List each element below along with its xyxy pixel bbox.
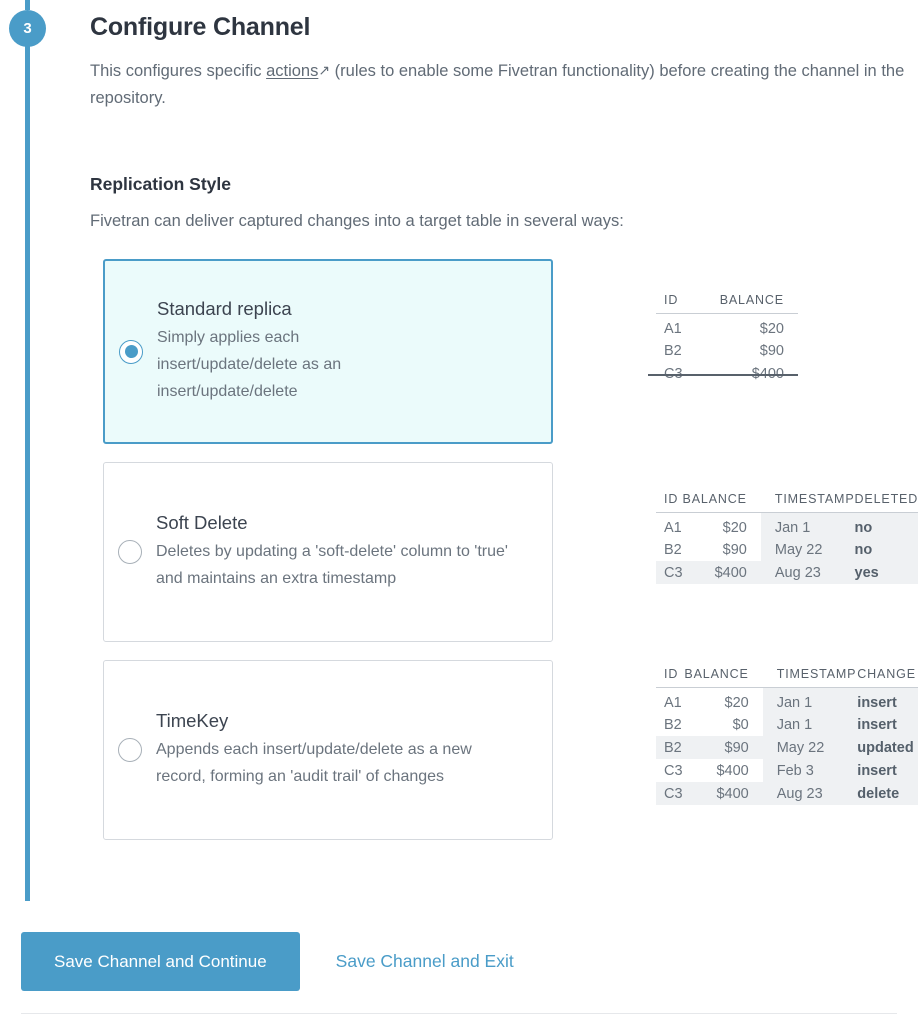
cell-balance: $20 xyxy=(722,520,747,536)
cell-balance: $90 xyxy=(684,736,762,759)
cell-change: delete xyxy=(857,782,918,805)
cell-id: C3 xyxy=(664,762,683,779)
cell-id: B2 xyxy=(664,716,682,733)
footer-actions xyxy=(21,932,514,991)
option-title-timekey: TimeKey xyxy=(156,710,229,731)
column-header-id: ID xyxy=(656,293,716,314)
cell-deleted: no xyxy=(855,538,918,561)
cell-id: A1 xyxy=(664,520,682,536)
cell-timestamp: Jan 1 xyxy=(763,713,858,736)
bottom-divider xyxy=(21,1013,897,1014)
table-row-highlighted xyxy=(656,736,918,759)
table-row xyxy=(656,513,918,539)
step-connector-line-top xyxy=(25,0,30,10)
intro-paragraph xyxy=(90,58,908,112)
cell-balance: $400 xyxy=(684,782,762,805)
table-row-highlighted xyxy=(656,561,918,584)
timekey-table xyxy=(656,667,918,805)
external-link-arrow-icon: ↗ xyxy=(318,62,331,78)
table-header-row xyxy=(656,492,918,513)
cell-timestamp: Jan 1 xyxy=(763,688,858,714)
cell-deleted: no xyxy=(855,513,918,539)
option-description-soft-delete: Deletes by updating a 'soft-delete' column to 'true' and maintains an extra timestamp xyxy=(156,543,508,587)
actions-link[interactable]: actions xyxy=(266,62,319,80)
cell-timestamp: Feb 3 xyxy=(763,759,858,782)
table-header-row xyxy=(656,293,798,314)
radio-standard-replica[interactable] xyxy=(119,340,143,364)
strikethrough-line xyxy=(648,374,798,377)
option-description-timekey: Appends each insert/update/delete as a new record, forming an 'audit trail' of changes xyxy=(156,741,472,785)
column-header-id: ID xyxy=(656,492,683,513)
column-header-change: CHANGE xyxy=(857,667,918,688)
cell-timestamp: Aug 23 xyxy=(763,782,858,805)
option-title-soft-delete: Soft Delete xyxy=(156,512,248,533)
cell-id: B2 xyxy=(656,736,684,759)
cell-balance: $20 xyxy=(724,695,749,711)
cell-id: C3 xyxy=(656,561,683,584)
option-card-standard-replica[interactable] xyxy=(103,259,553,444)
column-header-balance: BALANCE xyxy=(683,492,761,513)
step-number-badge: 3 xyxy=(9,10,46,47)
option-text-standard-replica xyxy=(157,298,537,405)
table-row xyxy=(656,314,798,340)
table-header-row xyxy=(656,667,918,688)
cell-id: B2 xyxy=(664,342,682,359)
table-row-highlighted xyxy=(656,782,918,805)
column-header-timestamp: TIMESTAMP xyxy=(763,667,858,688)
cell-change: insert xyxy=(857,759,918,782)
cell-timestamp: May 22 xyxy=(761,538,855,561)
step-rail xyxy=(0,0,90,1018)
cell-timestamp: Aug 23 xyxy=(761,561,855,584)
column-header-id: ID xyxy=(656,667,684,688)
table-row xyxy=(656,713,918,736)
save-channel-and-continue-button[interactable]: Save Channel and Continue xyxy=(21,932,300,991)
column-header-balance: BALANCE xyxy=(716,293,798,314)
step-connector-line xyxy=(25,46,30,901)
radio-timekey[interactable] xyxy=(118,738,142,762)
soft-delete-table xyxy=(656,492,918,584)
option-text-timekey xyxy=(156,710,538,790)
main-content xyxy=(90,0,918,802)
table-row xyxy=(656,538,918,561)
cell-balance: $400 xyxy=(683,561,761,584)
table-row xyxy=(656,688,918,714)
cell-timestamp: Jan 1 xyxy=(761,513,855,539)
cell-id: C3 xyxy=(656,782,684,805)
cell-change: updated xyxy=(857,736,918,759)
intro-text-after: (rules to enable some Fivetran functionality) before creating the channel in the repository. xyxy=(90,62,905,107)
cell-id: B2 xyxy=(664,541,682,558)
option-title-standard-replica: Standard replica xyxy=(157,298,292,319)
table-row xyxy=(656,759,918,782)
cell-timestamp: May 22 xyxy=(763,736,858,759)
column-header-deleted: DELETED xyxy=(855,492,918,513)
cell-balance: $20 xyxy=(759,321,784,337)
save-channel-and-exit-button[interactable]: Save Channel and Exit xyxy=(335,951,514,971)
cell-change: insert xyxy=(857,713,918,736)
column-header-balance: BALANCE xyxy=(684,667,762,688)
option-card-soft-delete[interactable] xyxy=(103,462,553,642)
replication-style-subtitle: Fivetran can deliver captured changes into a target table in several ways: xyxy=(90,212,624,230)
cell-balance: $90 xyxy=(759,342,784,359)
standard-replica-table xyxy=(656,293,798,385)
cell-id: A1 xyxy=(664,321,682,337)
column-header-timestamp: TIMESTAMP xyxy=(761,492,855,513)
cell-balance: $400 xyxy=(716,762,749,779)
cell-id: A1 xyxy=(664,695,682,711)
option-text-soft-delete xyxy=(156,512,538,592)
cell-balance: $0 xyxy=(732,716,749,733)
option-description-standard-replica: Simply applies each insert/update/delete as an insert/update/delete xyxy=(157,329,342,400)
radio-soft-delete[interactable] xyxy=(118,540,142,564)
table-row-deleted xyxy=(656,362,798,385)
option-card-timekey[interactable] xyxy=(103,660,553,840)
replication-style-heading: Replication Style xyxy=(90,174,232,194)
cell-balance xyxy=(716,362,798,385)
page-title: Configure Channel xyxy=(90,13,311,41)
intro-text-before: This configures specific xyxy=(90,62,267,80)
cell-balance: $90 xyxy=(722,541,747,558)
table-row xyxy=(656,339,798,362)
cell-deleted: yes xyxy=(855,561,918,584)
cell-change: insert xyxy=(857,688,918,714)
